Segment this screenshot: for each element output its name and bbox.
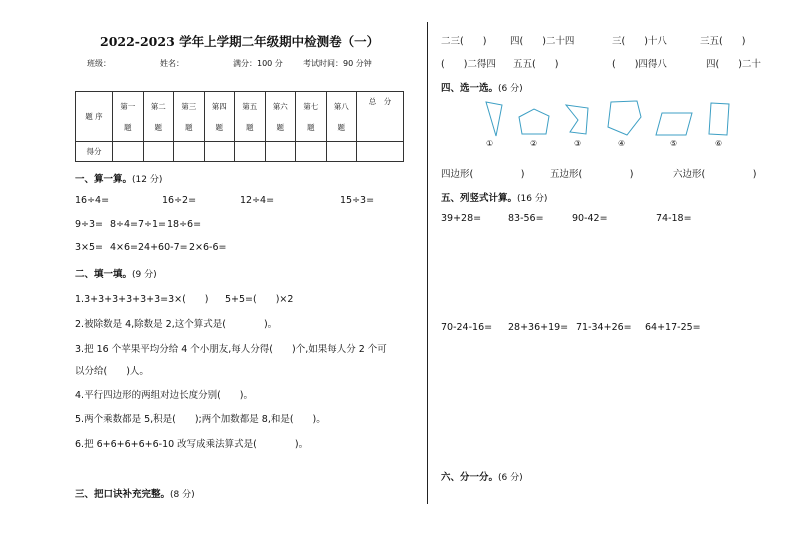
shape-label: ⑥ bbox=[715, 139, 723, 148]
exam-time: 考试时间：90 分钟 bbox=[303, 59, 372, 68]
shape-label: ⑤ bbox=[670, 139, 678, 148]
calc-item: 9÷3= bbox=[75, 219, 104, 230]
shape-3-concave-quadrilateral bbox=[564, 102, 590, 136]
score-header-cell: 第八 题 bbox=[326, 92, 357, 142]
rhyme-item: ( )四得八 bbox=[612, 59, 667, 70]
calc-item: 7÷1= bbox=[138, 219, 167, 230]
score-header-cell: 总 分 bbox=[357, 92, 404, 142]
rhyme-item: 三五( ) bbox=[700, 36, 746, 47]
fill-question-2: 2.被除数是 4,除数是 2,这个算式是( )。 bbox=[75, 319, 278, 330]
score-header-cell: 第三 题 bbox=[174, 92, 205, 142]
shape-label: ② bbox=[530, 139, 538, 148]
rhyme-item: 三( )十八 bbox=[612, 36, 667, 47]
score-header-cell: 第六 题 bbox=[265, 92, 296, 142]
score-cell[interactable] bbox=[143, 142, 174, 162]
score-header-cell: 第七 题 bbox=[296, 92, 327, 142]
section2-title: 二、填一填。(9 分) bbox=[75, 269, 157, 280]
section6-title: 六、分一分。(6 分) bbox=[441, 472, 523, 483]
score-cell[interactable] bbox=[235, 142, 266, 162]
section4-title: 四、选一选。(6 分) bbox=[441, 83, 523, 94]
calc-item: 15÷3= bbox=[340, 195, 375, 206]
vertical-calc-item: 28+36+19= bbox=[508, 322, 569, 333]
calc-item: 18÷6= bbox=[167, 219, 202, 230]
rhyme-item: ( )二得四 bbox=[441, 59, 496, 70]
answer-hexagon: 六边形( ) bbox=[673, 169, 757, 180]
calc-item: 16÷4= bbox=[75, 195, 110, 206]
calc-item: 16÷2= bbox=[162, 195, 197, 206]
vertical-calc-item: 71-34+26= bbox=[576, 322, 632, 333]
column-divider bbox=[427, 22, 428, 504]
score-row-label: 得分 bbox=[76, 142, 113, 162]
vertical-calc-item: 90-42= bbox=[572, 213, 608, 224]
answer-pentagon: 五边形( ) bbox=[550, 169, 634, 180]
section5-title: 五、列竖式计算。(16 分) bbox=[441, 193, 548, 204]
calc-item: 3×5= bbox=[75, 242, 104, 253]
calc-item: 24+60-7= bbox=[138, 242, 188, 253]
vertical-calc-item: 39+28= bbox=[441, 213, 482, 224]
fill-question-3b: 以分给( )人。 bbox=[75, 366, 149, 377]
exam-title: 2022-2023 学年上学期二年级期中检测卷（一） bbox=[100, 34, 380, 49]
score-header-cell: 第一 题 bbox=[113, 92, 144, 142]
rhyme-item: 四( )二十 bbox=[706, 59, 761, 70]
full-score: 满分：100 分 bbox=[233, 59, 283, 68]
score-header-cell: 第二 题 bbox=[143, 92, 174, 142]
calc-item: 12÷4= bbox=[240, 195, 275, 206]
rhyme-item: 五五( ) bbox=[513, 59, 559, 70]
fill-question-6: 6.把 6+6+6+6+6-10 改写成乘法算式是( )。 bbox=[75, 439, 309, 450]
score-cell[interactable] bbox=[296, 142, 327, 162]
shape-2-pentagon bbox=[516, 107, 552, 137]
section3-title: 三、把口诀补充完整。(8 分) bbox=[75, 489, 195, 500]
fill-question-4: 4.平行四边形的两组对边长度分别( )。 bbox=[75, 390, 253, 401]
score-cell[interactable] bbox=[204, 142, 235, 162]
section1-title: 一、算一算。(12 分) bbox=[75, 174, 163, 185]
shape-label: ① bbox=[486, 139, 494, 148]
name-label: 姓名： bbox=[160, 59, 184, 68]
class-label: 班级： bbox=[87, 59, 111, 68]
score-table bbox=[75, 91, 404, 162]
calc-item: 2×6-6= bbox=[189, 242, 227, 253]
score-cell[interactable] bbox=[113, 142, 144, 162]
fill-question-3a: 3.把 16 个苹果平均分给 4 个小朋友,每人分得( )个,如果每人分 2 个可 bbox=[75, 344, 387, 355]
shape-label: ④ bbox=[618, 139, 626, 148]
shape-5-parallelogram bbox=[654, 111, 694, 137]
shape-1-triangle bbox=[484, 100, 504, 138]
score-header-cell: 第四 题 bbox=[204, 92, 235, 142]
fill-question-5: 5.两个乘数都是 5,积是( );两个加数都是 8,和是( )。 bbox=[75, 414, 326, 425]
score-cell[interactable] bbox=[357, 142, 404, 162]
shape-label: ③ bbox=[574, 139, 582, 148]
answer-quadrilateral: 四边形( ) bbox=[441, 169, 525, 180]
rhyme-item: 二三( ) bbox=[441, 36, 487, 47]
vertical-calc-item: 70-24-16= bbox=[441, 322, 493, 333]
calc-item: 8÷4= bbox=[110, 219, 139, 230]
fill-question-1b: 5+5=( )×2 bbox=[225, 294, 294, 305]
rhyme-item: 四( )二十四 bbox=[510, 36, 575, 47]
score-header-cell: 题 序 bbox=[76, 92, 113, 142]
fill-question-1a: 1.3+3+3+3+3+3=3×( ) bbox=[75, 294, 209, 305]
score-cell[interactable] bbox=[326, 142, 357, 162]
calc-item: 4×6= bbox=[110, 242, 139, 253]
score-header-cell: 第五 题 bbox=[235, 92, 266, 142]
shape-6-quadrilateral bbox=[707, 101, 731, 137]
vertical-calc-item: 74-18= bbox=[656, 213, 692, 224]
vertical-calc-item: 83-56= bbox=[508, 213, 544, 224]
score-cell[interactable] bbox=[265, 142, 296, 162]
score-cell[interactable] bbox=[174, 142, 205, 162]
shape-4-pentagon bbox=[605, 99, 643, 137]
vertical-calc-item: 64+17-25= bbox=[645, 322, 701, 333]
